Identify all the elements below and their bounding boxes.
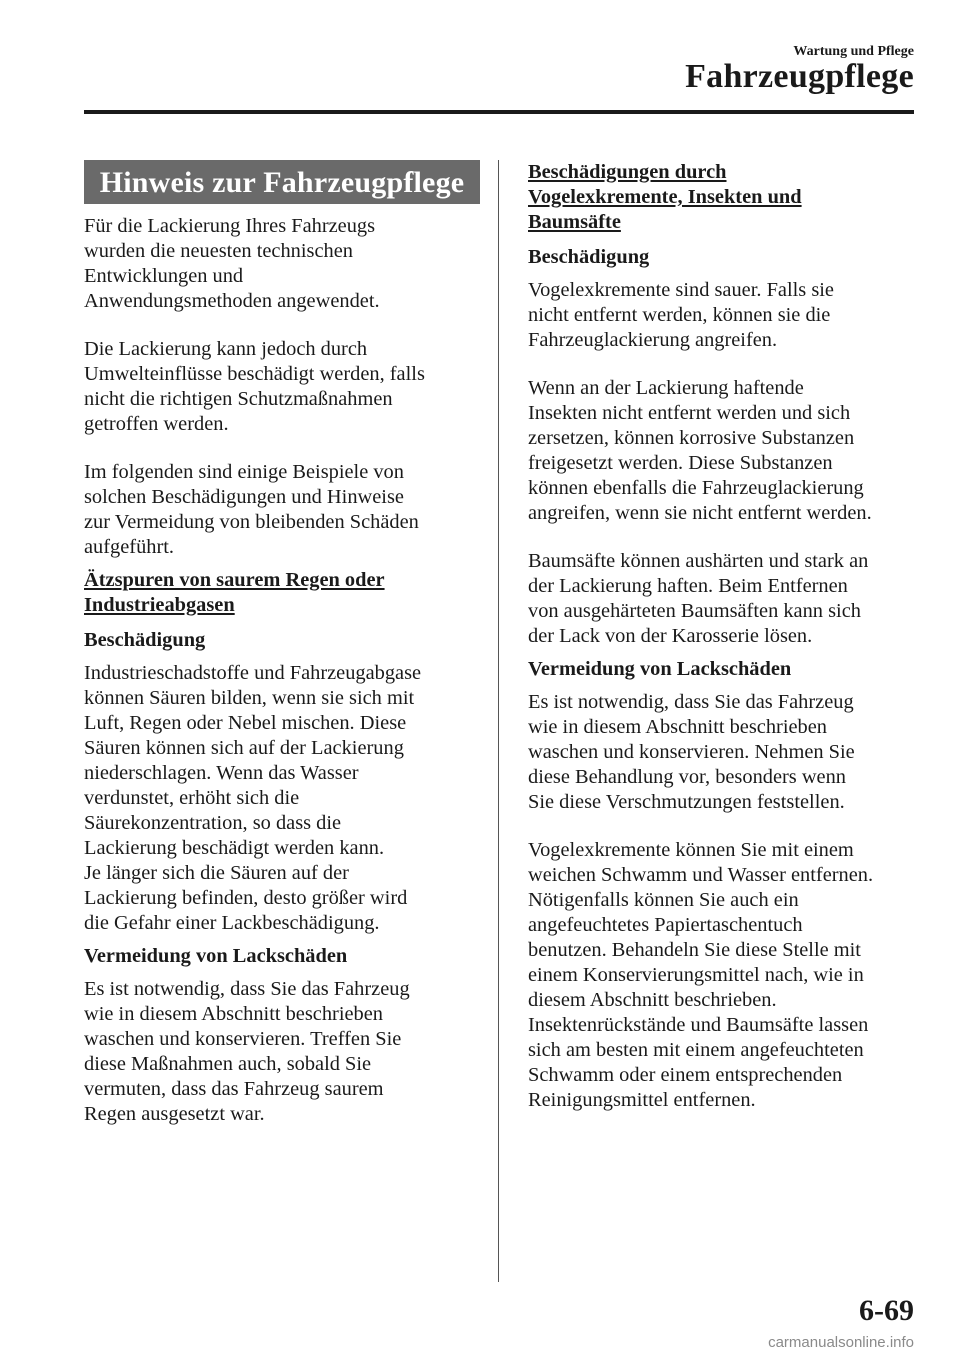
watermark-text: carmanualsonline.info bbox=[768, 1334, 914, 1351]
section-banner: Hinweis zur Fahrzeugpflege bbox=[84, 160, 480, 204]
prevention-label: Vermeidung von Lackschäden bbox=[528, 658, 792, 680]
intro-paragraph-2: Die Lackierung kann jedoch durch Umwelteinflüsse beschädigt werden, falls nicht die richtigen Schutzmaßnahmen getroffen werden. bbox=[84, 338, 425, 435]
subheading-bird-insects-sap: Beschädigungen durch Vogelexkremente, Insekten und Baumsäfte bbox=[528, 161, 802, 233]
damage-paragraph-1: Vogelexkremente sind sauer. Falls sie nicht entfernt werden, können sie die Fahrzeuglackierung angreifen. bbox=[528, 279, 834, 351]
damage-paragraph: Industrieschadstoffe und Fahrzeugabgase können Säuren bilden, wenn sie sich mit Luft, Regen oder Nebel mischen. Diese Säuren können sich auf der Lackierung niederschlagen. Wenn das Wasser verdunstet, erhöht sich die Säurekonzentration, so dass die Lackierung beschädigt werden kann. Je länger sich die Säuren auf der Lackierung befinden, desto größer wird die Gefahr einer Lackbeschädigung. bbox=[84, 662, 422, 934]
header-rule bbox=[84, 110, 914, 114]
prevention-paragraph: Es ist notwendig, dass Sie das Fahrzeug wie in diesem Abschnitt beschrieben waschen und konservieren. Treffen Sie diese Maßnahmen auch, sobald Sie vermuten, dass das Fahrzeug saurem Regen ausgesetzt war. bbox=[84, 978, 410, 1125]
damage-paragraph-3: Baumsäfte können aushärten und stark an der Lackierung haften. Beim Entfernen von ausgehärteten Baumsäften kann sich der Lack von der Karosserie lösen. bbox=[528, 550, 869, 647]
page-number: 6-69 bbox=[859, 1294, 914, 1327]
intro-paragraph-1: Für die Lackierung Ihres Fahrzeugs wurden die neuesten technischen Entwicklungen und Anwendungsmethoden angewendet. bbox=[84, 215, 380, 312]
right-column bbox=[528, 160, 928, 1136]
damage-label: Beschädigung bbox=[528, 246, 650, 268]
prevention-paragraph-1: Es ist notwendig, dass Sie das Fahrzeug wie in diesem Abschnitt beschrieben waschen und konservieren. Nehmen Sie diese Behandlung vor, besonders wenn Sie diese Verschmutzungen feststellen. bbox=[528, 691, 855, 813]
damage-label: Beschädigung bbox=[84, 629, 206, 651]
damage-paragraph-2: Wenn an der Lackierung haftende Insekten nicht entfernt werden und sich zersetzen, können korrosive Substanzen freigesetzt werden. Diese Substanzen können ebenfalls die Fahrzeuglackierung angreifen, wenn sie nicht entfernt werden. bbox=[528, 377, 872, 524]
header-section-label: Wartung und Pflege bbox=[793, 44, 914, 59]
intro-paragraph-3: Im folgenden sind einige Beispiele von solchen Beschädigungen und Hinweise zur Vermeidung von bleibenden Schäden aufgeführt. bbox=[84, 461, 419, 558]
header-chapter-title: Fahrzeugpflege bbox=[685, 58, 914, 95]
prevention-label: Vermeidung von Lackschäden bbox=[84, 945, 348, 967]
column-divider bbox=[498, 160, 499, 1282]
prevention-paragraph-2: Vogelexkremente können Sie mit einem weichen Schwamm und Wasser entfernen. Nötigenfalls können Sie auch ein angefeuchtetes Papiertaschentuch benutzen. Behandeln Sie diese Stelle mit einem Konservierungsmittel nach, wie in diesem Abschnitt beschrieben. Insektenrückstände und Baumsäfte lassen sich am besten mit einem angefeuchteten Schwamm oder einem entsprechenden Reinigungsmittel entfernen. bbox=[528, 839, 874, 1111]
subheading-acid-rain: Ätzspuren von saurem Regen oder Industrieabgasen bbox=[84, 569, 385, 616]
left-column bbox=[84, 160, 480, 1150]
